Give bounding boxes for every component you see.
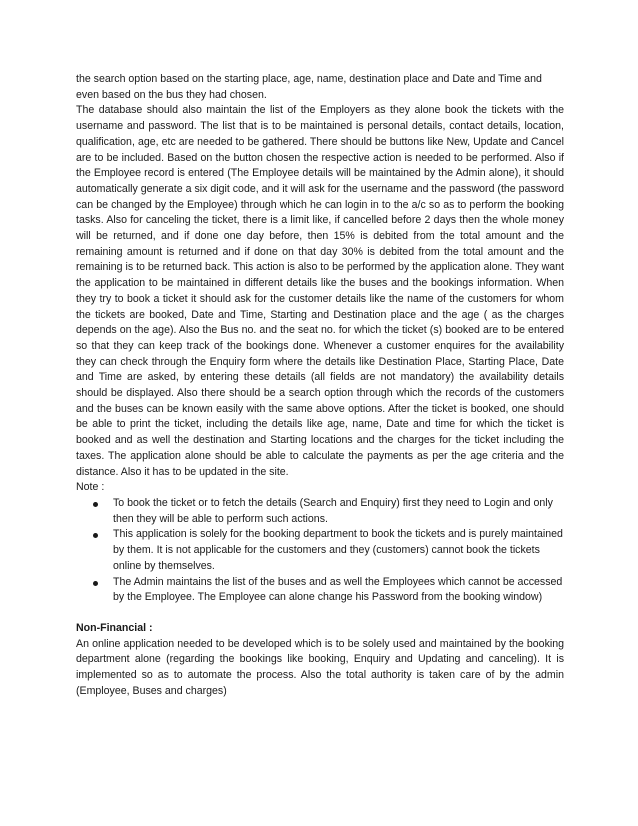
intro-paragraph: the search option based on the starting place, age, name, destination place and Date and Time and even based on the bus they had chosen. (76, 73, 542, 101)
list-item (76, 527, 564, 574)
note-text: The Admin maintains the list of the buses and as well the Employees which cannot be accessed by the Employee. The Employee can alone change his Password from the booking window) (113, 575, 563, 604)
note-text: To book the ticket or to fetch the details (Search and Enquiry) first they need to Login and only then they will be able to perform such actions. (113, 496, 553, 525)
list-item (76, 496, 564, 527)
section-heading: Non-Financial : (76, 621, 153, 634)
bullet-icon (93, 502, 98, 507)
bullet-icon (93, 533, 98, 538)
main-paragraph: The database should also maintain the list of the Employers as they alone book the tickets with the username and password. The list that is to be maintained is personal details, contact details, location, qualification, age, etc are needed to be gathered. There should be buttons like New, Update and Cancel are to be included. Based on the button chosen the respective action is needed to be performed. Also if the Employee record is entered (The Employee details will be maintained by the Admin alone), it should automatically generate a six digit code, and it will ask for the username and the password (the password can be changed by the Employee) through which he can login in to the a/c so as to perform the booking tasks. Also for canceling the ticket, there is a limit like, if cancelled before 2 days then the whole money will be returned, and if done one day before, then 15% is debited from the total amount and the remaining amount is returned and if done on that day 30% is debited from the total amount and the remaining is to be returned back. This action is also to be performed by the application alone. They want the application to be maintained in different details like the buses and the bookings information. When they try to book a ticket it should ask for the customer details like the name of the customers for whom the tickets are booked, Date and Time, Starting and Destination place and the age ( as the charges depends on the age). Also the Bus no. and the seat no. for which the ticket (s) booked are to be entered so that they can keep track of the bookings done. Whenever a customer enquires for the availability they can check through the Enquiry form where the details like Destination Place, Starting Place, Date and Time are asked, by entering these details (all fields are not mandatory) the availability details should be displayed. Also there should be a search option through which the records of the customers and the buses can be known easily with the same above options. After the ticket is booked, one should be able to print the ticket, including the details like age, name, Date and time for which the ticket is booked and as well the destination and Starting locations and the charges for the ticket including the taxes. The application alone should be able to calculate the payments as per the age criteria and the distance. Also it has to be updated in the site. (76, 104, 564, 478)
document-page (76, 72, 564, 699)
section-paragraph: An online application needed to be developed which is to be solely used and maintained by the booking department alone (regarding the bookings like booking, Enquiry and Updating and canceling). It is implemented so as to automate the process. Also the total authority is taken care of by the admin (Employee, Buses and charges) (76, 637, 564, 697)
note-label: Note : (76, 481, 105, 494)
note-text: This application is solely for the booking department to book the tickets and is purely maintained by them. It is not applicable for the customers and they (customers) cannot book the tickets online by themselves. (113, 528, 563, 572)
bullet-icon (93, 581, 98, 586)
list-item (76, 575, 564, 606)
notes-list (76, 496, 564, 606)
